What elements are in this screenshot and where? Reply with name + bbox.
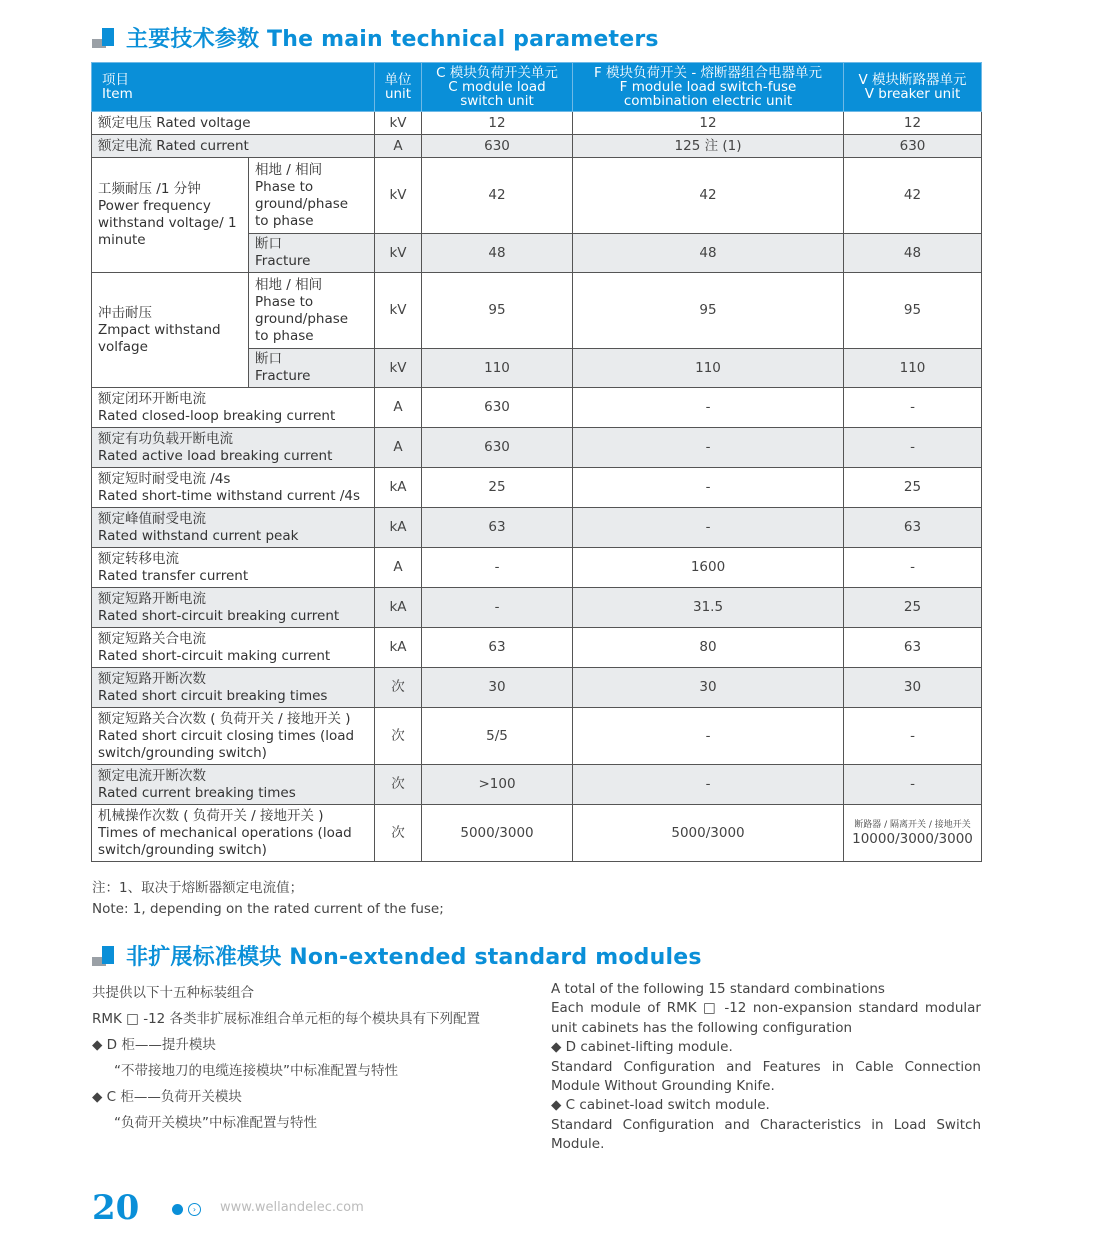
table-row: 冲击耐压 Zmpact withstand volfage 相地 / 相间 Phase to ground/phase to phase kV 95 95 95 (92, 273, 982, 349)
table-row: 额定电流开断次数 Rated current breaking times 次 >100 - - (92, 765, 982, 805)
section-title: 主要技术参数 The main technical parameters (126, 27, 659, 52)
table-row: 额定峰值耐受电流 Rated withstand current peak kA 63 - 63 (92, 508, 982, 548)
header-unit: 单位 unit (375, 63, 422, 112)
page-number: 20 (92, 1188, 140, 1228)
table-row: 工频耐压 /1 分钟 Power frequency withstand voltage/ 1 minute 相地 / 相间 Phase to ground/phase to phase kV 42 42 42 (92, 158, 982, 234)
table-row: 额定闭环开断电流 Rated closed-loop breaking current A 630 - - (92, 388, 982, 428)
footnote-cn: 注：1、取决于熔断器额定电流值； (92, 880, 304, 896)
arrow-circle-icon: › (188, 1203, 201, 1216)
header-v-module: V 模块断路器单元 V breaker unit (844, 63, 982, 112)
header-c-module: C 模块负荷开关单元 C module load switch unit (422, 63, 573, 112)
header-item: 项目 Item (92, 63, 375, 112)
modules-description-en: A total of the following 15 standard combinations Each module of RMK □ -12 non-expansion standard modular unit cabinets has the following configuration ◆ D cabinet-lifting module. Standard Configuration and Features in Cable Connection Module Without Grounding Knife. ◆ C cabinet-load switch module. Standard Configuration and Characteristics in Load Switch Module. (551, 981, 981, 1153)
table-row: 额定短路关合次数 ( 负荷开关 / 接地开关 ) Rated short circuit closing times (load switch/grounding switch) 次 5/5 - - (92, 708, 982, 765)
section-heading-modules (92, 940, 702, 971)
footnote-en: Note: 1, depending on the rated current of the fuse; (92, 901, 444, 917)
table-row: 额定短路关合电流 Rated short-circuit making current kA 63 80 63 (92, 628, 982, 668)
table-row: 额定转移电流 Rated transfer current A - 1600 - (92, 548, 982, 588)
section-title: 非扩展标准模块 Non-extended standard modules (126, 945, 702, 970)
table-row: 额定短路开断电流 Rated short-circuit breaking current kA - 31.5 25 (92, 588, 982, 628)
table-row: 额定电流 Rated current A 630 125 注 (1) 630 (92, 135, 982, 158)
group-label: 冲击耐压 Zmpact withstand volfage (92, 273, 249, 388)
table-row: 断口 Fracture kV 110 110 110 (92, 349, 982, 388)
table-row: 断口 Fracture kV 48 48 48 (92, 234, 982, 273)
group-label: 工频耐压 /1 分钟 Power frequency withstand voltage/ 1 minute (92, 158, 249, 273)
table-row: 机械操作次数 ( 负荷开关 / 接地开关 ) Times of mechanical operations (load switch/grounding switch) 次 5000/3000 5000/3000 断路器 / 隔离开关 / 接地开关 10000/3000/3000 (92, 805, 982, 862)
table-header-row (92, 63, 982, 112)
modules-description-cn: 共提供以下十五种标装组合 RMK □ -12 各类非扩展标准组合单元柜的每个模块具有下列配置 ◆ D 柜——提升模块 “不带接地刀的电缆连接模块”中标准配置与特性 ◆ C 柜——负荷开关模块 “负荷开关模块”中标准配置与特性 (92, 985, 481, 1131)
footer-url: www.wellandelec.com (220, 1200, 364, 1215)
table-row: 额定有功负载开断电流 Rated active load breaking current A 630 - - (92, 428, 982, 468)
table-row: 额定短时耐受电流 /4s Rated short-time withstand current /4s kA 25 - 25 (92, 468, 982, 508)
table-row: 额定电压 Rated voltage kV 12 12 12 (92, 112, 982, 135)
section-bullet-icon (92, 946, 116, 966)
header-f-module: F 模块负荷开关 - 熔断器组合电器单元 F module load switch-fuse combination electric unit (573, 63, 844, 112)
table-row: 额定短路开断次数 Rated short circuit breaking times 次 30 30 30 (92, 668, 982, 708)
section-bullet-icon (92, 28, 116, 48)
dot-icon (172, 1204, 183, 1215)
section-heading-parameters (92, 22, 659, 53)
parameters-table (91, 62, 982, 862)
